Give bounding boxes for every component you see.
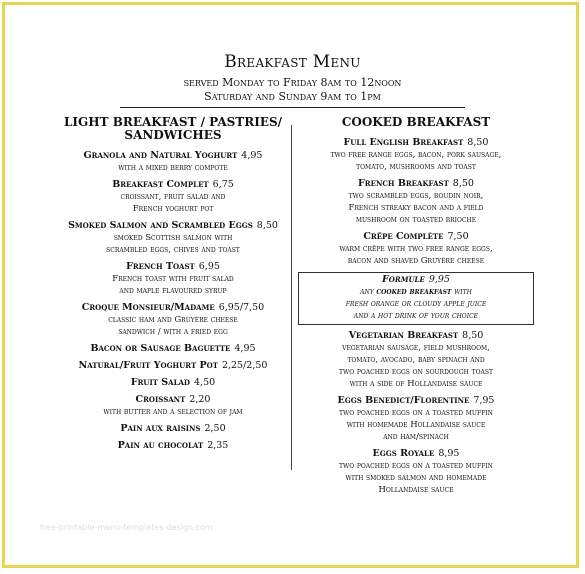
menu-item — [62, 261, 284, 297]
menu-item-description: croissant, fruit salad and — [120, 192, 226, 202]
menu-item-name: Fruit Salad — [130, 377, 191, 388]
menu-item-line — [296, 231, 536, 243]
menu-item — [296, 448, 536, 496]
menu-item-name: Eggs Royale — [372, 448, 435, 459]
menu-item-line — [296, 137, 536, 149]
menu-title: Breakfast Menu — [224, 52, 361, 72]
menu-item-line — [62, 360, 284, 372]
menu-item-name: Granola and Natural Yoghurt — [83, 150, 238, 161]
formule-bold-text: cooked breakfast — [376, 287, 452, 297]
menu-item-name: Eggs Benedict/Florentine — [337, 395, 470, 406]
menu-item-price: 4,95 — [234, 343, 256, 354]
menu-hours-weekday: served Monday to Friday 8am to 12noon — [183, 76, 402, 89]
menu-item-name: Vegetarian Breakfast — [348, 330, 459, 341]
menu-item — [296, 178, 536, 226]
cooked-breakfast-list — [296, 137, 536, 267]
menu-item-line — [62, 150, 284, 162]
menu-item-name: Breakfast Complet — [112, 179, 209, 190]
menu-item-description: French toast with fruit salad — [112, 274, 234, 284]
cooked-breakfast-list-2 — [296, 330, 536, 496]
header-divider — [120, 107, 465, 108]
menu-item-price: 7,95 — [473, 395, 495, 406]
menu-item — [62, 440, 284, 452]
heading-line: LIGHT BREAKFAST / PASTRIES/ — [63, 115, 283, 129]
menu-item-line — [62, 179, 284, 191]
cooked-breakfast-heading: COOKED BREAKFAST — [341, 115, 491, 129]
menu-item-line — [62, 440, 284, 452]
menu-item-name: French Breakfast — [358, 178, 449, 189]
menu-item-price: 6,95 — [198, 261, 220, 272]
menu-item-price: 8,50 — [452, 178, 474, 189]
menu-item-description: Hollandaise sauce — [378, 485, 454, 495]
menu-item — [62, 302, 284, 338]
menu-item-line — [62, 343, 284, 355]
menu-item-price: 2,35 — [207, 440, 229, 451]
menu-item-description: sandwich / with a fried egg — [118, 327, 228, 337]
menu-item-description: two poached eggs on a toasted muffin — [339, 461, 493, 471]
light-breakfast-list — [62, 150, 284, 452]
menu-item — [62, 377, 284, 389]
menu-item-name: Natural/Fruit Yoghurt Pot — [78, 360, 218, 371]
menu-item-description: with butter and a selection of jam — [103, 407, 243, 417]
menu-item — [62, 360, 284, 372]
menu-item — [296, 231, 536, 267]
menu-item — [62, 220, 284, 256]
menu-item-name: Full English Breakfast — [343, 137, 464, 148]
formule-line — [301, 286, 531, 298]
menu-item-description: tomato, mushrooms and toast — [356, 162, 476, 172]
menu-item-description: smoked Scottish salmon with — [113, 233, 233, 243]
menu-item-description: and ham/spinach — [383, 432, 449, 442]
menu-item — [62, 150, 284, 174]
column-divider — [291, 125, 292, 470]
menu-item-price: 4,95 — [241, 150, 263, 161]
menu-item-description: with a side of Hollandaise sauce — [349, 379, 483, 389]
menu-item-description: two scrambled eggs, boudin noir, — [348, 191, 484, 201]
menu-item-price: 2,50 — [204, 423, 226, 434]
menu-hours-weekend: Saturday and Sunday 9am to 1pm — [204, 90, 381, 103]
menu-item-description: with a mixed berry compote — [118, 163, 228, 173]
menu-item-description: vegetarian sausage, field mushroom, — [342, 343, 490, 353]
formule-box — [298, 272, 534, 325]
heading-line: SANDWICHES — [124, 128, 222, 142]
menu-item-name: Smoked Salmon and Scrambled Eggs — [68, 220, 253, 231]
menu-item-line — [62, 394, 284, 406]
menu-item-line — [62, 377, 284, 389]
menu-item-description: bacon and shaved Gruyère cheese — [347, 256, 485, 266]
formule-line: fresh orange or cloudy apple juice — [345, 299, 487, 309]
menu-item-name: Pain au chocolat — [117, 440, 204, 451]
menu-item — [62, 423, 284, 435]
menu-item — [296, 330, 536, 390]
menu-item-line — [62, 261, 284, 273]
menu-item-name: French Toast — [126, 261, 195, 272]
menu-item — [296, 137, 536, 173]
formule-text: with — [454, 287, 472, 297]
menu-item-line — [62, 423, 284, 435]
light-breakfast-heading — [62, 116, 284, 142]
menu-item-name: Crêpe Complète — [363, 231, 444, 242]
menu-item-description: tomato, avocado, baby spinach and — [347, 355, 485, 365]
menu-item-price: 2,20 — [189, 394, 211, 405]
menu-item — [62, 179, 284, 215]
menu-item-description: with homemade Hollandaise sauce — [346, 420, 486, 430]
light-breakfast-column — [62, 116, 284, 457]
menu-item-name: Pain aux raisins — [120, 423, 201, 434]
menu-item-description: classic ham and Gruyère cheese — [108, 315, 238, 325]
menu-item — [296, 395, 536, 443]
menu-item-price: 8,50 — [462, 330, 484, 341]
menu-item-line — [296, 395, 536, 407]
menu-item-line — [62, 302, 284, 314]
menu-item-line — [301, 274, 531, 286]
menu-item-name: Croque Monsieur/Madame — [81, 302, 215, 313]
menu-item-price: 9,95 — [428, 274, 450, 285]
menu-item — [62, 343, 284, 355]
menu-item-name: Croissant — [135, 394, 186, 405]
menu-item-description: French streaky bacon and a field — [348, 203, 484, 213]
menu-item-price: 8,50 — [467, 137, 489, 148]
menu-item-price: 4,50 — [194, 377, 216, 388]
menu-item-price: 7,50 — [447, 231, 469, 242]
menu-item — [62, 394, 284, 418]
formule-line: and a hot drink of your choice — [353, 311, 479, 321]
cooked-breakfast-column — [296, 116, 536, 501]
menu-item-price: 6,95/7,50 — [218, 302, 265, 313]
menu-item-line — [296, 448, 536, 460]
menu-item-line — [296, 178, 536, 190]
menu-item-name: Bacon or Sausage Baguette — [90, 343, 231, 354]
formule-text: any — [360, 287, 374, 297]
menu-item-description: two free range eggs, bacon, pork sausage, — [330, 150, 502, 160]
menu-item-description: mushroom on toasted brioche — [355, 215, 477, 225]
menu-item-description: scrambled eggs, chives and toast — [106, 245, 240, 255]
menu-item-description: two poached eggs on sourdough toast — [339, 367, 493, 377]
menu-item-price: 2,25/2,50 — [221, 360, 268, 371]
menu-item-name: Formule — [382, 274, 425, 285]
menu-item-price: 8,50 — [256, 220, 278, 231]
watermark: free-printable-menu-templates-design.com — [40, 523, 213, 532]
menu-item-price: 6,75 — [212, 179, 234, 190]
menu-item-description: two poached eggs on a toasted muffin — [339, 408, 493, 418]
menu-item-description: with smoked salmon and homemade — [345, 473, 487, 483]
menu-item-description: and maple flavoured syrup — [119, 286, 227, 296]
menu-item-price: 8,95 — [438, 448, 460, 459]
menu-item-line — [296, 330, 536, 342]
menu-item-description: warm crêpe with two free range eggs, — [339, 244, 493, 254]
menu-item-description: French yoghurt pot — [132, 204, 214, 214]
menu-item-line — [62, 220, 284, 232]
